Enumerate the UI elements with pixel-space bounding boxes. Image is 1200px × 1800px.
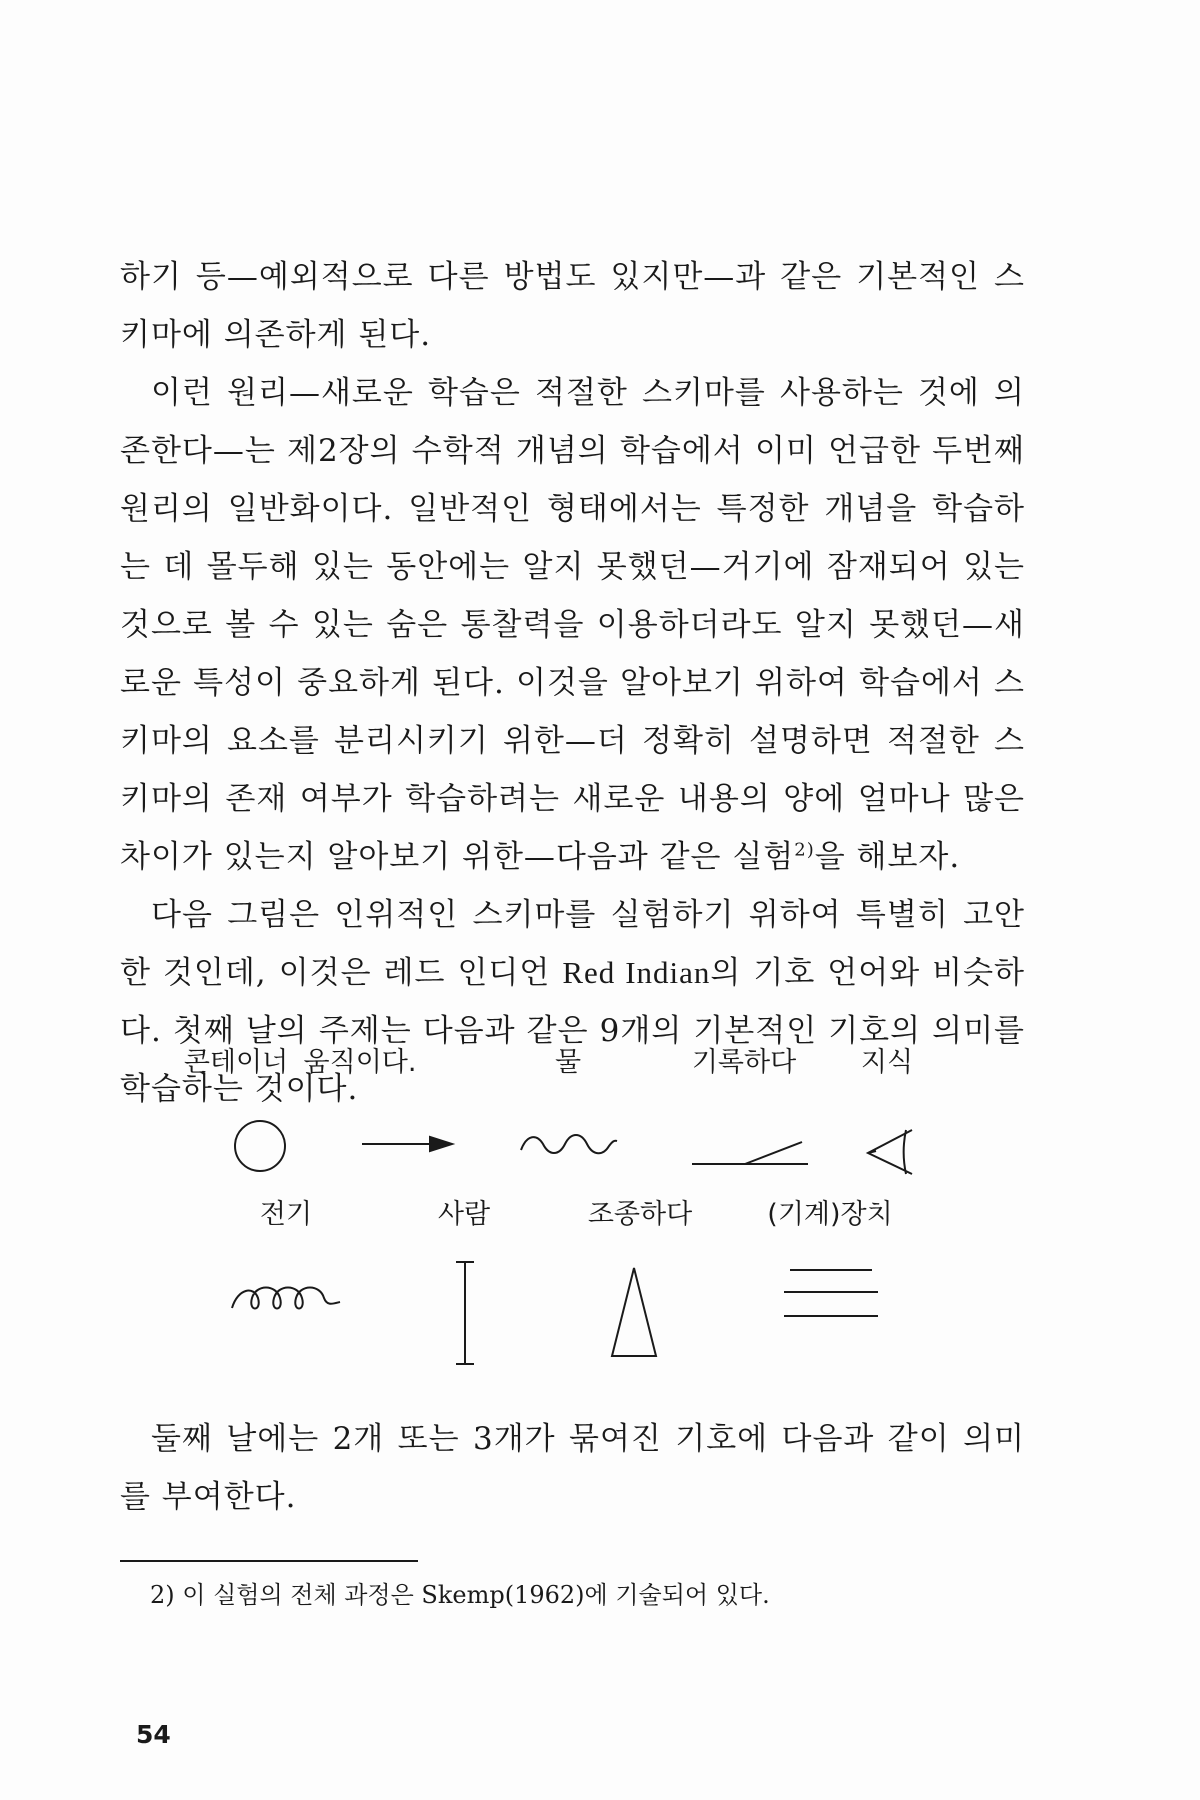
symbol-figure <box>0 1040 1200 1380</box>
symbol-label-electricity: 전기 <box>259 1199 313 1230</box>
paragraph-2 <box>120 364 1025 886</box>
symbol-label-person: 사람 <box>437 1199 491 1230</box>
symbol-label-device: (기계)장치 <box>767 1199 893 1230</box>
footnote-reference: 2) <box>794 839 815 861</box>
paragraph-3-part-a: 다음 그림은 인위적인 스키마를 실험하기 위하여 특별히 고안한 것인데, 이것은 레드 인디언 <box>120 897 1025 991</box>
page-number: 54 <box>136 1720 171 1749</box>
angle-line-icon <box>692 1142 808 1164</box>
paragraph-2-text: 이런 원리—새로운 학습은 적절한 스키마를 사용하는 것에 의존한다—는 제2장의 수학적 개념의 학습에서 이미 언급한 두번째 원리의 일반화이다. 일반적인 형태에서는 특정한 개념을 학습하는 데 몰두해 있는 동안에는 알지 못했던—거기에 잠재되어 있는 것으로 볼 수 있는 숨은 통찰력을 이용하더라도 알지 못했던—새로운 특성이 중요하게 된다. 이것을 알아보기 위하여 학습에서 스키마의 요소를 분리시키기 위한—더 정확히 설명하면 적절한 스키마의 존재 여부가 학습하려는 새로운 내용의 양에 얼마나 많은 차이가 있는지 알아보기 위한—다음과 같은 실험 <box>120 375 1025 875</box>
after-figure-text <box>120 1410 1025 1526</box>
arrow-right-icon <box>362 1137 452 1151</box>
body-text <box>120 248 1025 1118</box>
paragraph-4: 둘째 날에는 2개 또는 3개가 묶여진 기호에 다음과 같이 의미를 부여한다. <box>120 1421 1025 1515</box>
i-beam-icon <box>456 1262 474 1364</box>
symbol-label-knowledge: 지식 <box>860 1047 914 1078</box>
triangle-icon <box>612 1268 656 1356</box>
paragraph-3-latin: Red Indian <box>562 955 711 990</box>
paragraph-1: 하기 등—예외적으로 다른 방법도 있지만—과 같은 기본적인 스키마에 의존하게 된다. <box>120 259 1025 353</box>
footnote: 2) 이 실험의 전체 과정은 Skemp(1962)에 기술되어 있다. <box>150 1581 770 1609</box>
wave-icon <box>521 1135 617 1153</box>
symbol-label-control: 조종하다 <box>587 1199 693 1230</box>
symbol-label-record: 기록하다 <box>691 1047 797 1078</box>
eye-triangle-icon <box>868 1130 912 1174</box>
symbol-drawings <box>0 1040 1200 1380</box>
paragraph-2-tail: 을 해보자. <box>814 839 961 875</box>
symbol-label-container: 콘테이너 <box>183 1047 289 1078</box>
circle-icon <box>235 1121 285 1171</box>
coil-icon <box>232 1288 340 1309</box>
footnote-divider <box>120 1560 418 1562</box>
three-lines-icon <box>784 1270 878 1316</box>
paragraph-3-part-b: 의 기호 언어와 비슷하다. 첫째 날의 주제는 다음과 같은 9개의 기본적인 기호의 의미를 학습하는 것이다. <box>120 955 1025 1107</box>
symbol-label-move: 움직이다. <box>303 1047 417 1078</box>
symbol-label-water: 물 <box>554 1047 582 1078</box>
